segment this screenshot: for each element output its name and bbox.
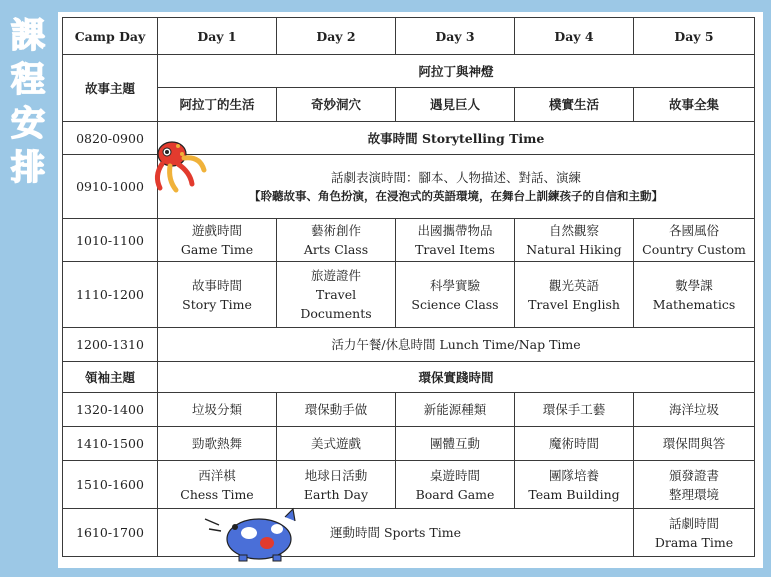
- table-row: [63, 262, 755, 328]
- time-slot: 1610-1700: [63, 509, 158, 557]
- activity-cell: [158, 219, 277, 262]
- drama-practice-cell: [158, 155, 755, 219]
- activity-cell: 魔術時間: [515, 427, 634, 461]
- activity-zh: 頒發證書: [668, 467, 719, 483]
- leadership-title: 環保實踐時間: [158, 362, 755, 393]
- day-header: Day 4: [515, 18, 634, 55]
- story-topic: 故事全集: [634, 88, 755, 122]
- side-title-char: 安: [11, 104, 45, 144]
- activity-cell: [277, 461, 396, 509]
- time-slot: 1110-1200: [63, 262, 158, 328]
- activity-cell: 海洋垃圾: [634, 393, 755, 427]
- side-title-char: 排: [11, 148, 45, 188]
- table-row: [63, 88, 755, 122]
- table-row: [63, 362, 755, 393]
- octopus-illustration: [148, 132, 210, 198]
- drama-practice-text: 話劇表演時間：腳本、人物描述、對話、演練: [330, 169, 581, 185]
- leadership-label: 領袖主題: [63, 362, 158, 393]
- table-row: [63, 509, 755, 557]
- activity-cell: 新能源種類: [396, 393, 515, 427]
- activity-cell: [277, 262, 396, 328]
- storytelling-cell: 故事時間 Storytelling Time: [158, 122, 755, 155]
- story-theme-title: 阿拉丁與神燈: [158, 55, 755, 88]
- camp-day-header: Camp Day: [63, 18, 158, 55]
- time-slot: 0820-0900: [63, 122, 158, 155]
- time-slot: 1320-1400: [63, 393, 158, 427]
- activity-en: Earth Day: [303, 486, 369, 502]
- table-row: [63, 461, 755, 509]
- activity-cell: 美式遊戲: [277, 427, 396, 461]
- activity-zh: 藝術創作: [310, 223, 361, 238]
- activity-cell: 勁歌熱舞: [158, 427, 277, 461]
- activity-zh: 自然觀察: [548, 223, 599, 238]
- activity-zh: 桌遊時間: [429, 467, 480, 483]
- activity-cell: [396, 461, 515, 509]
- activity-cell: 環保手工藝: [515, 393, 634, 427]
- activity-en: Science Class: [411, 296, 499, 312]
- activity-cell: [277, 219, 396, 262]
- story-topic: 奇妙洞穴: [277, 88, 396, 122]
- activity-cell: 環保問與答: [634, 427, 755, 461]
- activity-zh: 遊戲時間: [191, 223, 242, 238]
- activity-en: Travel English: [528, 296, 620, 312]
- table-row: [63, 219, 755, 262]
- activity-cell: [515, 262, 634, 328]
- activity-zh: 話劇時間: [668, 515, 719, 531]
- table-row: [63, 393, 755, 427]
- activity-zh: 各國風俗: [668, 223, 719, 238]
- activity-en-2: Documents: [300, 306, 372, 321]
- activity-en: Arts Class: [303, 242, 369, 257]
- day-header: Day 5: [634, 18, 755, 55]
- time-slot: 1410-1500: [63, 427, 158, 461]
- schedule-table: [62, 17, 755, 557]
- day-header: Day 2: [277, 18, 396, 55]
- activity-zh: 科學實驗: [429, 277, 480, 293]
- side-title-char: 程: [11, 60, 45, 100]
- activity-cell: [634, 461, 755, 509]
- sports-cell: 運動時間 Sports Time: [158, 509, 634, 557]
- story-topic: 阿拉丁的生活: [158, 88, 277, 122]
- activity-zh: 西洋棋: [198, 467, 236, 483]
- activity-zh: 出國攜帶物品: [417, 223, 493, 238]
- activity-en: 整理環境: [668, 486, 719, 502]
- day-header: Day 1: [158, 18, 277, 55]
- activity-en: Chess Time: [180, 486, 254, 502]
- activity-cell: [158, 461, 277, 509]
- day-header: Day 3: [396, 18, 515, 55]
- time-slot: 0910-1000: [63, 155, 158, 219]
- activity-zh: 團隊培養: [548, 467, 599, 483]
- table-header-row: [63, 18, 755, 55]
- activity-zh: 數學課: [675, 277, 713, 293]
- activity-cell: [634, 219, 755, 262]
- lunch-cell: 活力午餐/休息時間 Lunch Time/Nap Time: [158, 328, 755, 362]
- activity-cell: [634, 509, 755, 557]
- time-slot: 1010-1100: [63, 219, 158, 262]
- activity-cell: 環保動手做: [277, 393, 396, 427]
- activity-zh: 故事時間: [191, 277, 242, 293]
- activity-zh: 旅遊證件: [310, 268, 361, 283]
- table-row: [63, 427, 755, 461]
- activity-cell: [158, 262, 277, 328]
- activity-cell: [515, 219, 634, 262]
- side-title-char: 課: [11, 16, 45, 56]
- activity-en: Travel: [315, 287, 357, 302]
- activity-en: Natural Hiking: [526, 242, 622, 257]
- activity-zh: 觀光英語: [548, 277, 599, 293]
- story-topic: 樸實生活: [515, 88, 634, 122]
- table-row: [63, 55, 755, 88]
- activity-en: Country Custom: [642, 242, 746, 257]
- activity-cell: 團體互動: [396, 427, 515, 461]
- activity-en: Story Time: [182, 296, 252, 312]
- story-theme-label: 故事主題: [63, 55, 158, 122]
- activity-en: Mathematics: [652, 296, 736, 312]
- drama-practice-goal: 【聆聽故事、角色扮演，在浸泡式的英語環境，在舞台上訓練孩子的自信和主動】: [249, 188, 663, 203]
- activity-cell: [396, 219, 515, 262]
- side-title: [4, 14, 52, 190]
- time-slot: 1200-1310: [63, 328, 158, 362]
- activity-cell: 垃圾分類: [158, 393, 277, 427]
- schedule-sheet: [58, 12, 763, 568]
- time-slot: 1510-1600: [63, 461, 158, 509]
- story-topic: 遇見巨人: [396, 88, 515, 122]
- activity-en: Drama Time: [654, 534, 734, 550]
- activity-cell: [634, 262, 755, 328]
- table-row: [63, 328, 755, 362]
- activity-zh: 地球日活動: [304, 467, 368, 483]
- activity-en: Game Time: [180, 242, 254, 257]
- activity-en: Team Building: [528, 486, 620, 502]
- dog-illustration: [201, 505, 311, 563]
- activity-en: Board Game: [415, 486, 495, 502]
- activity-en: Travel Items: [415, 242, 495, 257]
- activity-cell: [515, 461, 634, 509]
- activity-cell: [396, 262, 515, 328]
